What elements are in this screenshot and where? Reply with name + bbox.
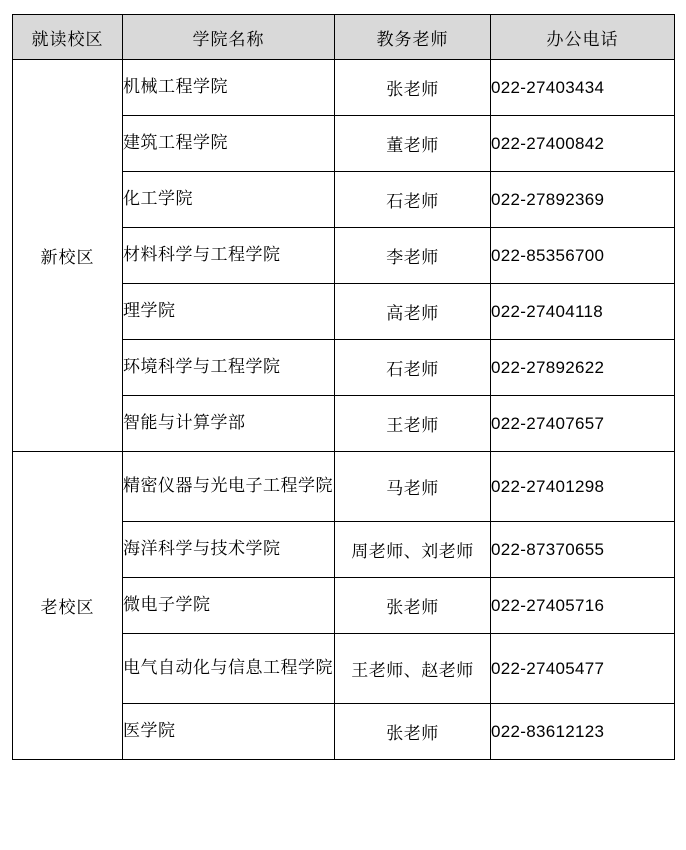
column-header-college: 学院名称	[123, 15, 335, 60]
college-name-cell: 医学院	[123, 704, 335, 760]
college-name-cell: 海洋科学与技术学院	[123, 522, 335, 578]
campus-group-label: 老校区	[13, 452, 123, 760]
office-phone-cell: 022-27407657	[491, 396, 675, 452]
table-header	[13, 15, 675, 60]
college-name-cell: 精密仪器与光电子工程学院	[123, 452, 335, 522]
teacher-cell: 王老师、赵老师	[335, 634, 491, 704]
teacher-cell: 石老师	[335, 172, 491, 228]
table-row	[13, 60, 675, 116]
teacher-cell: 王老师	[335, 396, 491, 452]
office-phone-cell: 022-27404118	[491, 284, 675, 340]
office-phone-cell: 022-27405716	[491, 578, 675, 634]
office-phone-cell: 022-27401298	[491, 452, 675, 522]
campus-college-contact-table	[12, 14, 675, 760]
teacher-cell: 张老师	[335, 578, 491, 634]
office-phone-cell: 022-27892622	[491, 340, 675, 396]
teacher-cell: 李老师	[335, 228, 491, 284]
college-name-cell: 机械工程学院	[123, 60, 335, 116]
teacher-cell: 石老师	[335, 340, 491, 396]
college-name-cell: 材料科学与工程学院	[123, 228, 335, 284]
column-header-teacher: 教务老师	[335, 15, 491, 60]
office-phone-cell: 022-27405477	[491, 634, 675, 704]
teacher-cell: 高老师	[335, 284, 491, 340]
office-phone-cell: 022-27400842	[491, 116, 675, 172]
column-header-campus: 就读校区	[13, 15, 123, 60]
college-name-cell: 智能与计算学部	[123, 396, 335, 452]
college-name-cell: 微电子学院	[123, 578, 335, 634]
college-name-cell: 电气自动化与信息工程学院	[123, 634, 335, 704]
teacher-cell: 董老师	[335, 116, 491, 172]
table-body	[13, 60, 675, 760]
teacher-cell: 张老师	[335, 704, 491, 760]
table-header-row	[13, 15, 675, 60]
college-name-cell: 理学院	[123, 284, 335, 340]
table-row	[13, 452, 675, 522]
campus-group-label: 新校区	[13, 60, 123, 452]
teacher-cell: 周老师、刘老师	[335, 522, 491, 578]
office-phone-cell: 022-83612123	[491, 704, 675, 760]
office-phone-cell: 022-87370655	[491, 522, 675, 578]
column-header-phone: 办公电话	[491, 15, 675, 60]
college-name-cell: 环境科学与工程学院	[123, 340, 335, 396]
office-phone-cell: 022-27892369	[491, 172, 675, 228]
office-phone-cell: 022-27403434	[491, 60, 675, 116]
office-phone-cell: 022-85356700	[491, 228, 675, 284]
teacher-cell: 马老师	[335, 452, 491, 522]
college-name-cell: 建筑工程学院	[123, 116, 335, 172]
teacher-cell: 张老师	[335, 60, 491, 116]
college-name-cell: 化工学院	[123, 172, 335, 228]
